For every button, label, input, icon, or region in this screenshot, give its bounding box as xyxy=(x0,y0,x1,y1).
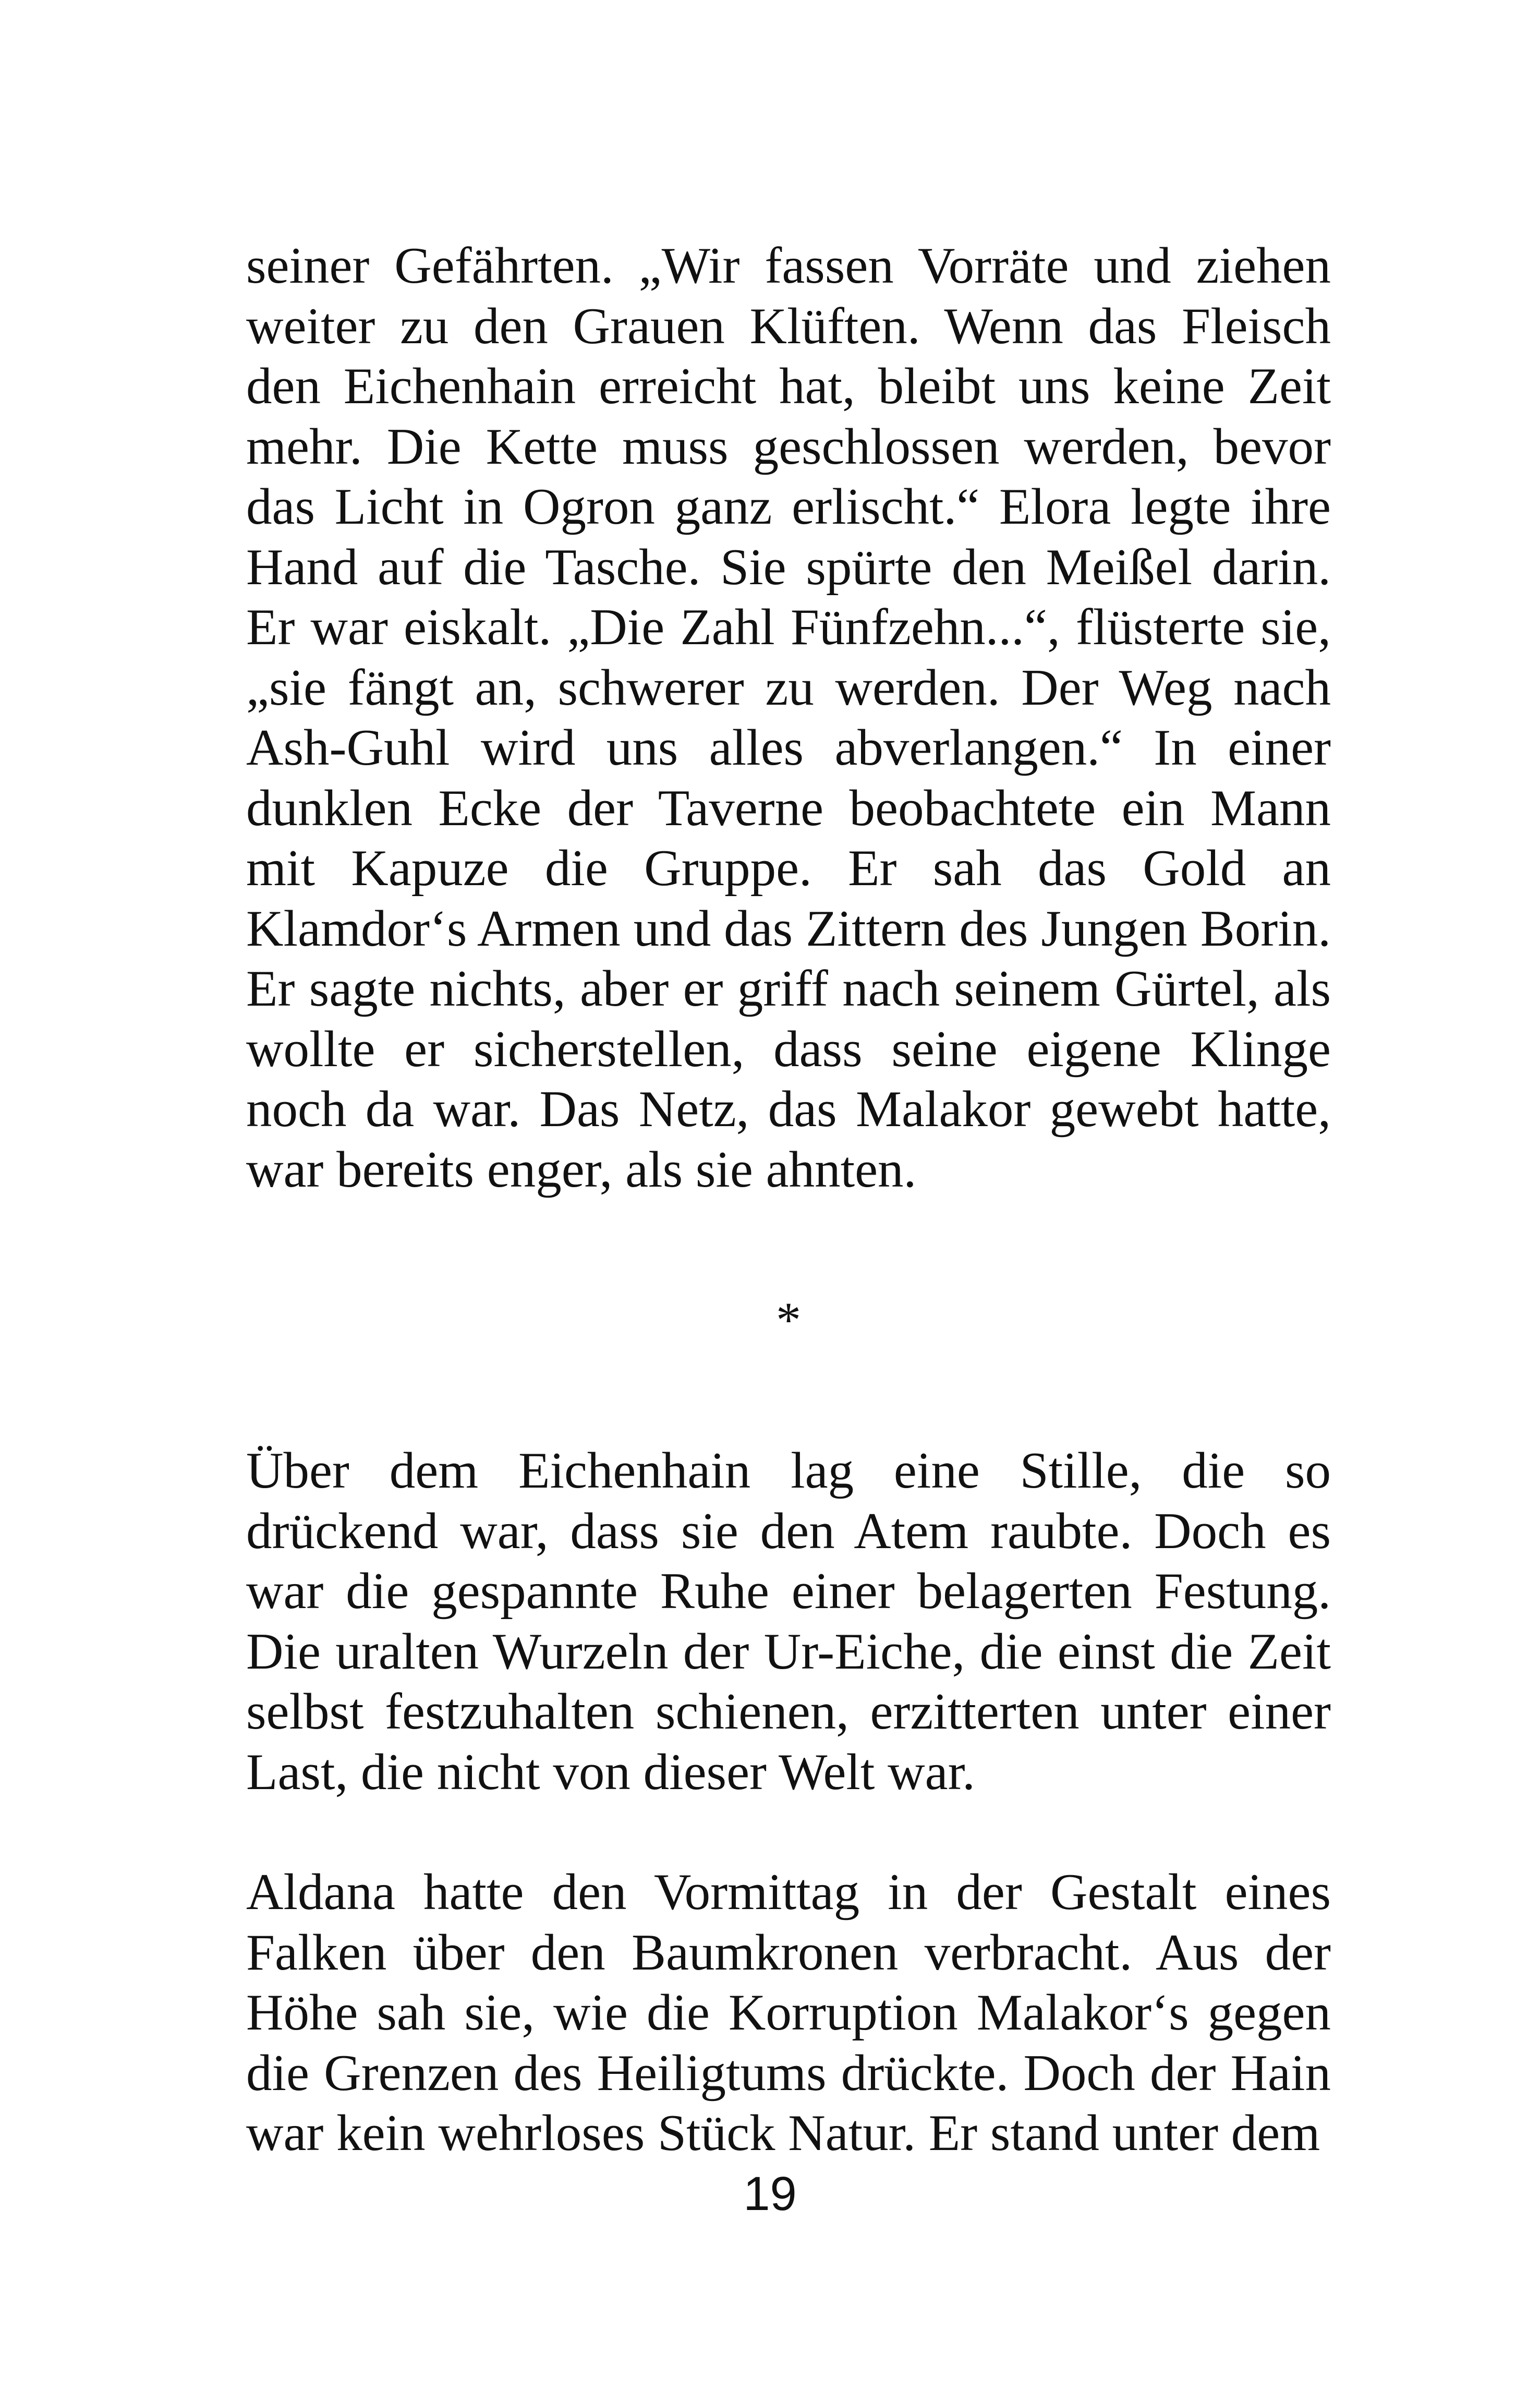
page-number: 19 xyxy=(743,2167,797,2220)
paragraph-spacer xyxy=(246,1802,1331,1862)
paragraph-tavern: seiner Gefährten. „Wir fassen Vorräte und ziehen weiter zu den Grauen Klüften. Wenn das Fleisch den Eichenhain erreicht hat, bleibt uns keine Zeit mehr. Die Kette muss geschlossen werden, bevor das Licht in Ogron ganz erlischt.“ Elora legte ihre Hand auf die Tasche. Sie spürte den Meißel darin. Er war eiskalt. „Die Zahl Fünfzehn...“, flüsterte sie, „sie fängt an, schwerer zu werden. Der Weg nach Ash-Guhl wird uns alles abverlangen.“ In einer dunklen Ecke der Taverne beobachtete ein Mann mit Kapuze die Gruppe. Er sah das Gold an Klamdor‘s Armen und das Zittern des Jungen Borin. Er sagte nichts, aber er griff nach seinem Gürtel, als wollte er sicherstellen, dass seine eigene Klinge noch da war. Das Netz, das Malakor gewebt hatte, war bereits enger, als sie ahnten. xyxy=(246,237,1331,1198)
scene-break-asterisk: * xyxy=(776,1292,801,1348)
paragraph-aldana: Aldana hatte den Vormittag in der Gestalt eines Falken über den Baumkronen verbracht. Aus der Höhe sah sie, wie die Korruption Malakor‘s gegen die Grenzen des Heiligtums drückte. Doch der Hain war kein wehrloses Stück Natur. Er stand unter dem xyxy=(246,1864,1331,2162)
page-body xyxy=(246,236,1331,2164)
paragraph-eichenhain: Über dem Eichenhain lag eine Stille, die so drückend war, dass sie den Atem raubte. Doch es war die gespannte Ruhe einer belagerten Festung. Die uralten Wurzeln der Ur-Eiche, die einst die Zeit selbst festzuhalten schienen, erzitterten unter einer Last, die nicht von dieser Welt war. xyxy=(246,1442,1331,1801)
